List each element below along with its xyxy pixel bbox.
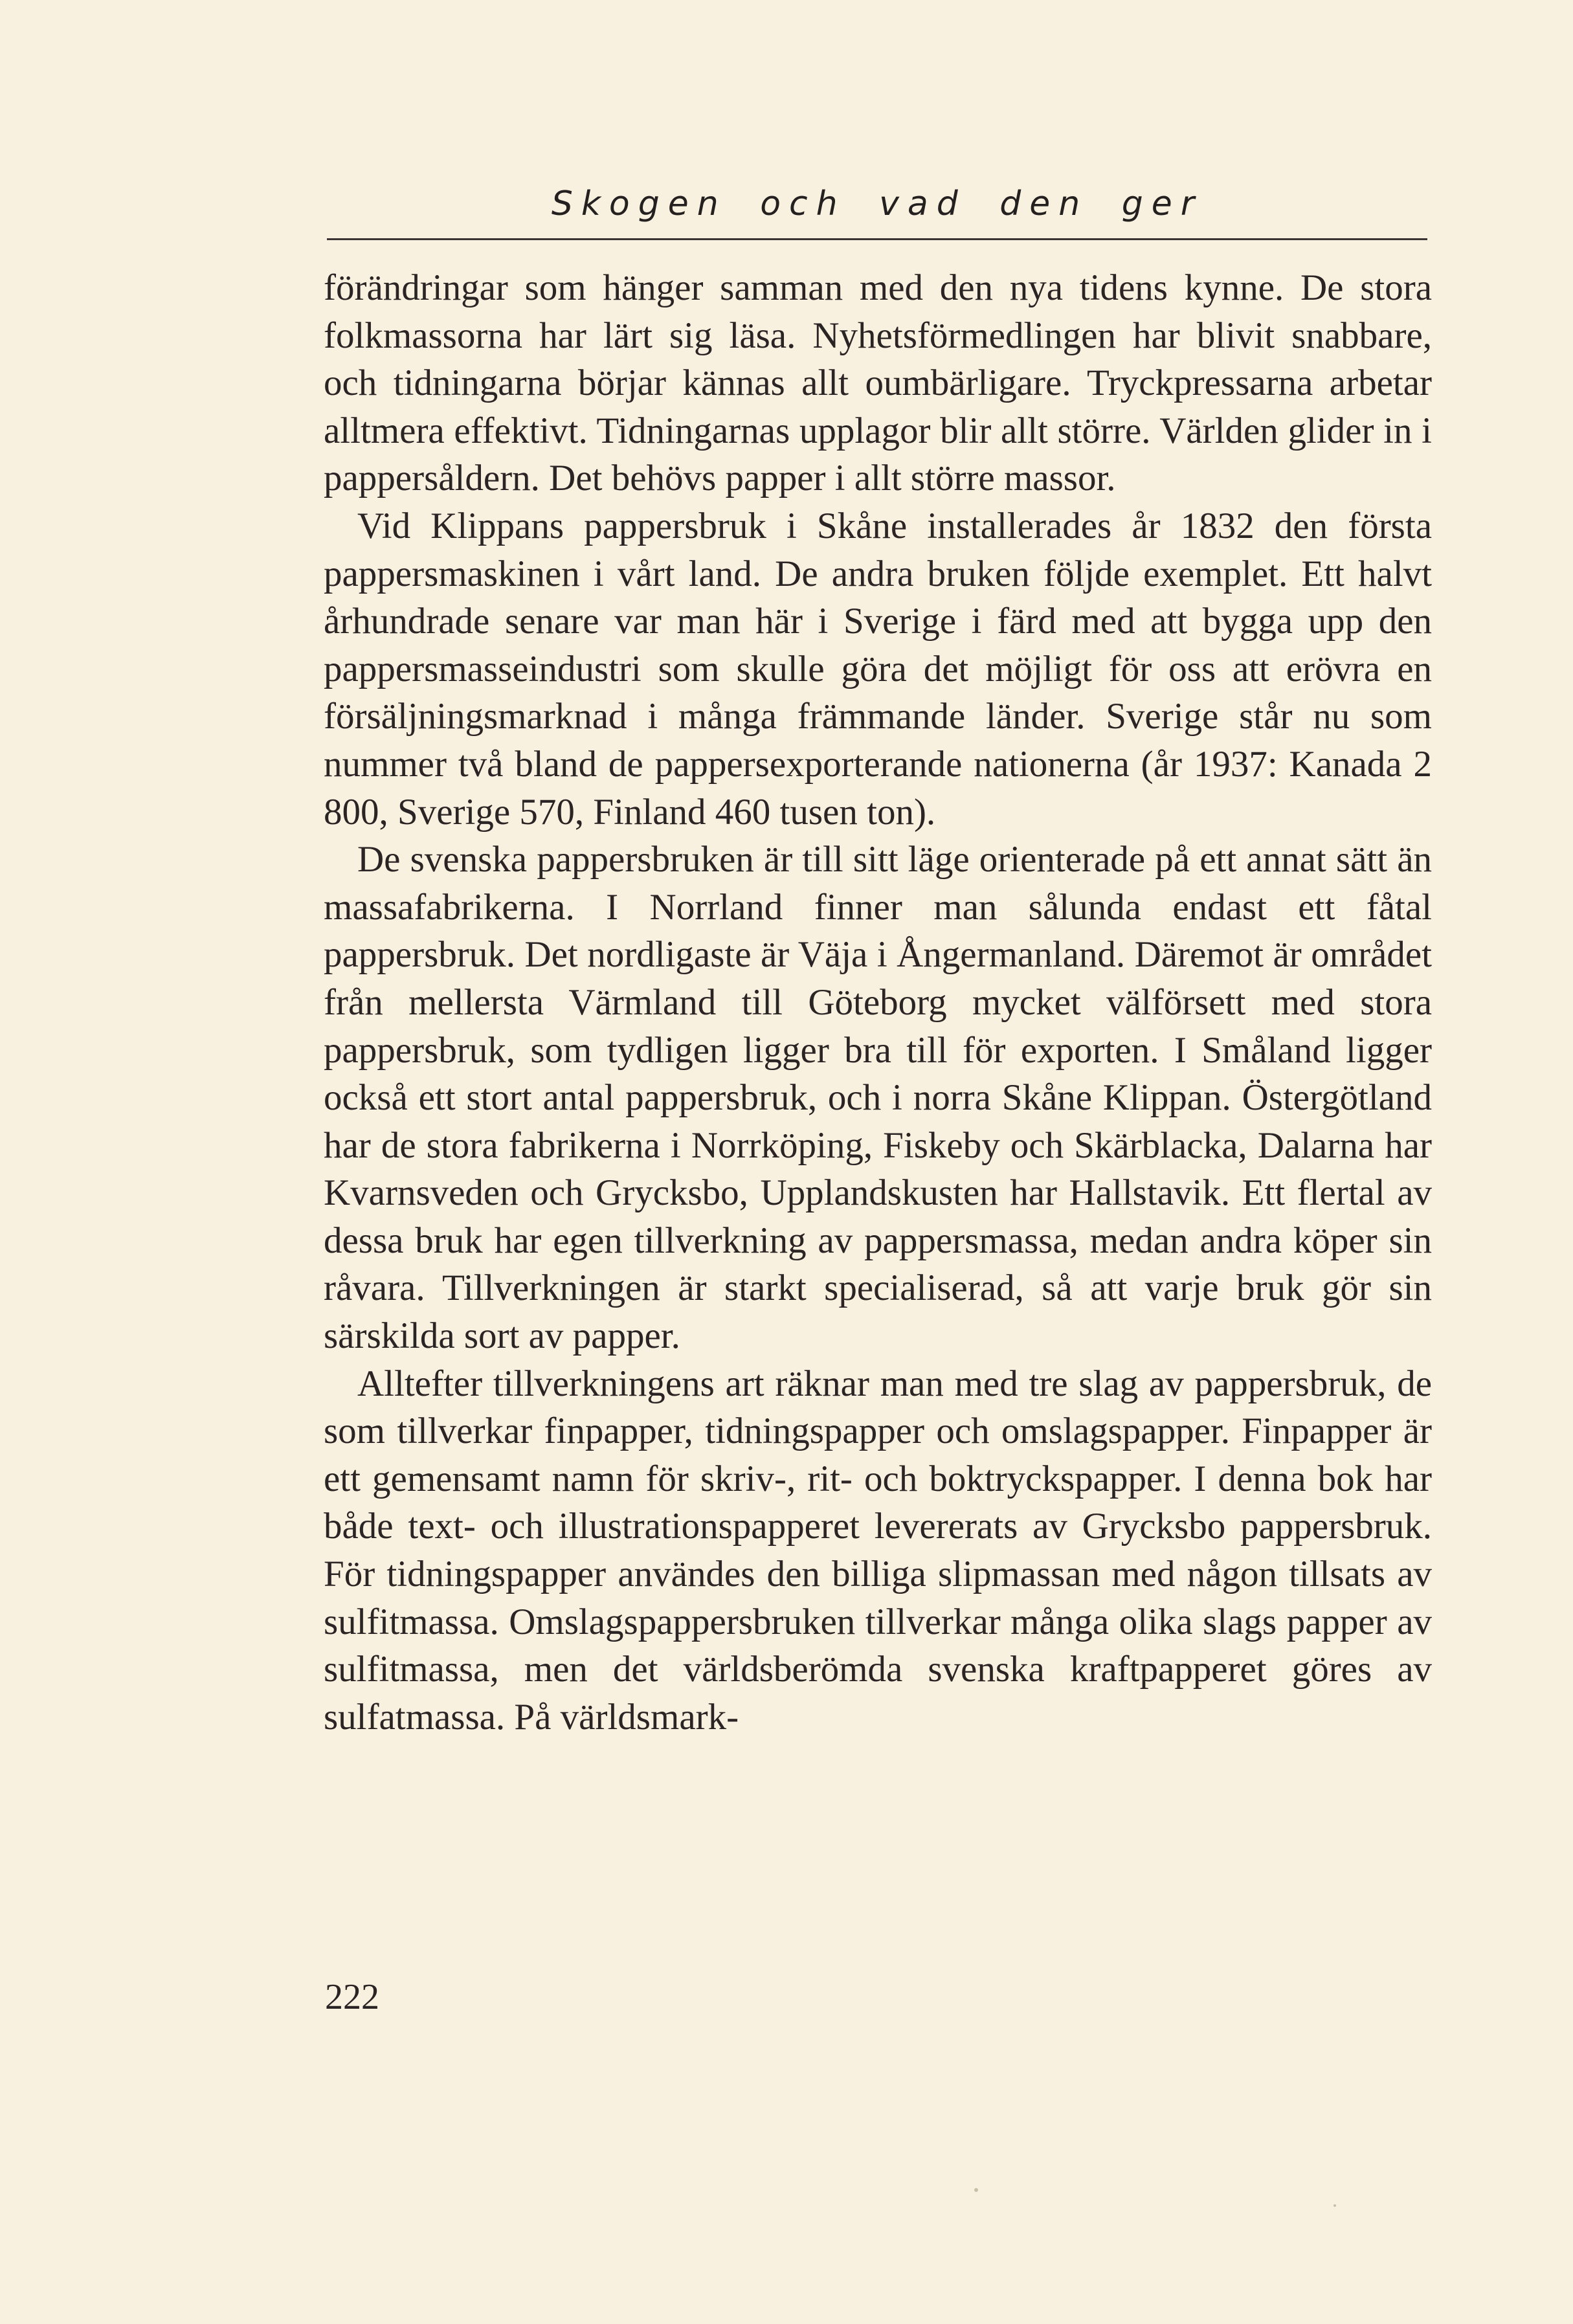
paragraph-4: Alltefter tillverkningens art räknar man med tre slag av pappersbruk, de som tillverkar finpapper, tidningspapper och omslagspapper. Finpapper är ett gemensamt namn för skriv-, rit- och boktryckspapper. I denna bok har både text- och illustrationspapperet levererats av Grycksbo pappersbruk. För tidningspapper användes den billiga slipmassan med någon tillsats av sulfitmassa. Omslagspappersbruken tillverkar många olika slags papper av sulfitmassa, men det världsberömda svenska kraftpapperet göres av sulfatmassa. På världsmark-	[324, 1363, 1432, 1737]
header-rule	[327, 238, 1427, 240]
paragraph-3: De svenska pappersbruken är till sitt läge orienterade på ett annat sätt än massafabrikerna. I Norrland finner man sålunda endast ett fåtal pappersbruk. Det nordligaste är Väja i Ångermanland. Däremot är området från mellersta Värmland till Göteborg mycket välförsett med stora pappersbruk, som tydligen ligger bra till för exporten. I Småland ligger också ett stort antal pappersbruk, och i norra Skåne Klippan. Östergötland har de stora fabrikerna i Norrköping, Fiskeby och Skärblacka, Dalarna har Kvarnsveden och Grycksbo, Upplandskusten har Hallstavik. Ett flertal av dessa bruk har egen tillverkning av pappersmassa, medan andra köper sin råvara. Tillverkningen är starkt specialiserad, så att varje bruk gör sin särskilda sort av papper.	[324, 839, 1432, 1357]
paragraph-1: förändringar som hänger samman med den nya tidens kynne. De stora folkmassorna har lärt sig läsa. Nyhetsförmedlingen har blivit snabbare, och tidningarna börjar kännas allt oumbärligare. Tryckpressarna arbetar alltmera effektivt. Tidningarnas upplagor blir allt större. Världen glider in i pappersåldern. Det behövs papper i allt större massor.	[324, 267, 1432, 499]
page-number: 222	[325, 1977, 379, 2017]
body-text	[324, 264, 1432, 1741]
paper-speck	[1333, 2204, 1336, 2207]
paragraph-2: Vid Klippans pappersbruk i Skåne installerades år 1832 den första pappersmaskinen i vårt land. De andra bruken följde exemplet. Ett halvt århundrade senare var man här i Sverige i färd med att bygga upp den pappersmasseindustri som skulle göra det möjligt för oss att erövra en försäljningsmarknad i många främmande länder. Sverige står nu som nummer två bland de pappersexporterande nationerna (år 1937: Kanada 2 800, Sverige 570, Finland 460 tusen ton).	[324, 505, 1432, 832]
paper-speck	[974, 2188, 978, 2192]
running-title: Skogen och vad den ger	[551, 184, 1203, 223]
